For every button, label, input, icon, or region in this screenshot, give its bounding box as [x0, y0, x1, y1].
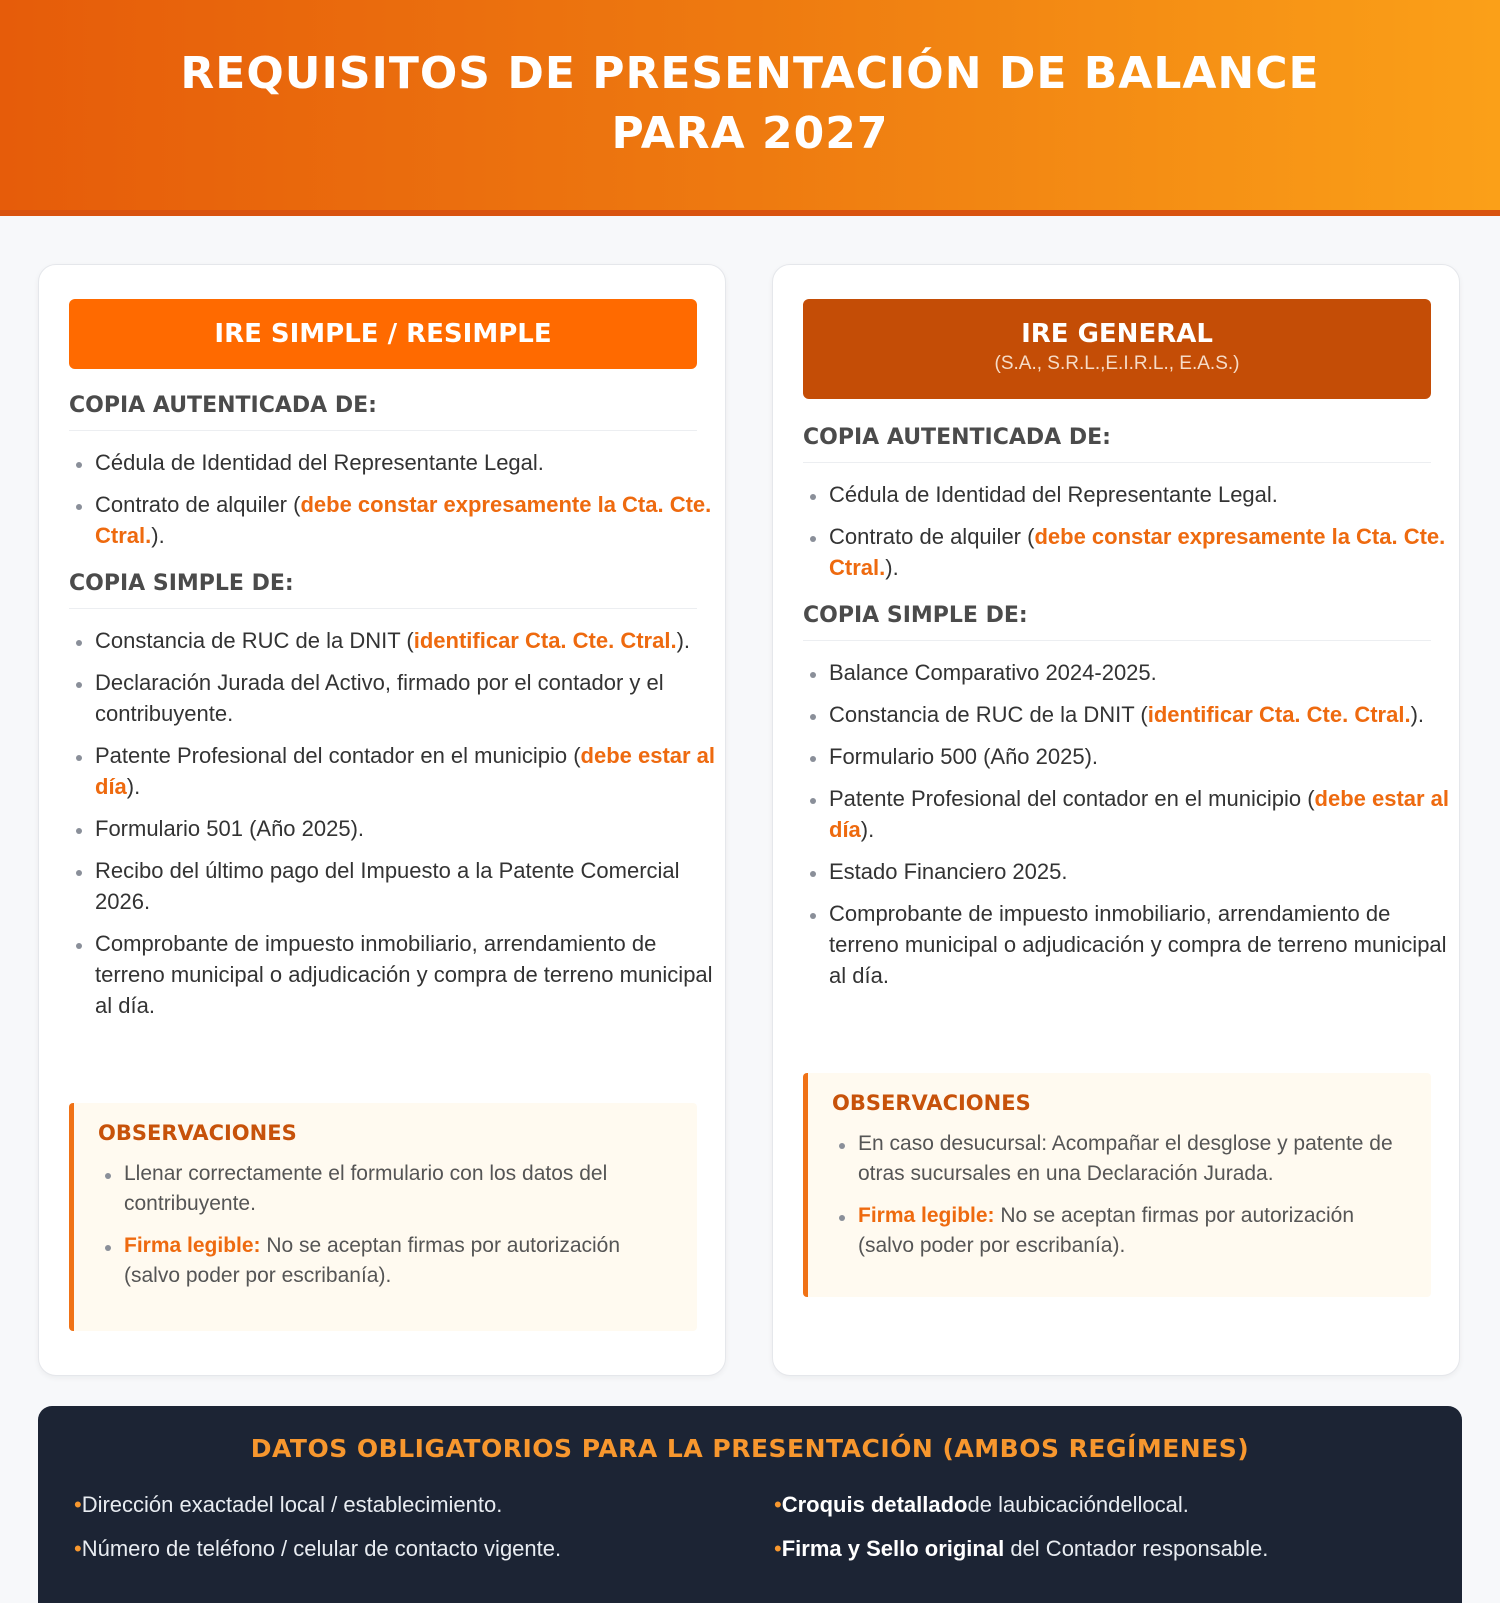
bullet-icon: •: [774, 1536, 782, 1561]
list-item: Cédula de Identidad del Representante Legal.: [69, 447, 719, 478]
list-item: Constancia de RUC de la DNIT (identificar Cta. Cte. Ctral.).: [803, 699, 1453, 730]
ire-general-banner: [803, 299, 1431, 399]
general-copia-simple-title: COPIA SIMPLE DE:: [803, 603, 1431, 641]
footer-item-firma: •Firma y Sello original del Contador responsable.: [774, 1536, 1269, 1561]
list-item: Contrato de alquiler (debe constar expresamente la Cta. Cte. Ctral.).: [803, 521, 1453, 583]
general-copia-list: [803, 657, 1453, 1002]
ire-general-subtitle: (S.A., S.R.L.,E.I.R.L., E.A.S.): [994, 353, 1240, 374]
list-item: Comprobante de impuesto inmobiliario, arrendamiento de terreno municipal o adjudicación y compra de terreno municipal al día.: [69, 928, 719, 1021]
ire-general-card: [772, 264, 1460, 1376]
list-item: Contrato de alquiler (debe constar expresamente la Cta. Cte. Ctral.).: [69, 489, 719, 551]
list-item: Formulario 501 (Año 2025).: [69, 813, 719, 844]
general-obs-title: OBSERVACIONES: [832, 1091, 1031, 1115]
ire-simple-card: [38, 264, 726, 1376]
page-header: [0, 0, 1500, 216]
general-copia-autenticada-title: COPIA AUTENTICADA DE:: [803, 425, 1431, 463]
ire-general-title: IRE GENERAL: [1021, 319, 1213, 349]
simple-observaciones: [69, 1103, 697, 1331]
list-item: Llenar correctamente el formulario con los datos del contribuyente.: [98, 1159, 673, 1219]
footer-item-croquis: •Croquis detalladode laubicacióndellocal.: [774, 1492, 1189, 1517]
simple-autenticada-list: [69, 447, 719, 562]
bullet-icon: •: [74, 1536, 82, 1561]
list-item: Patente Profesional del contador en el municipio (debe estar al día).: [803, 783, 1453, 845]
datos-obligatorios-panel: [38, 1406, 1462, 1603]
simple-copia-simple-title: COPIA SIMPLE DE:: [69, 571, 697, 609]
list-item: Cédula de Identidad del Representante Legal.: [803, 479, 1453, 510]
page-title-line2: PARA 2027: [611, 108, 889, 159]
list-item: Recibo del último pago del Impuesto a la Patente Comercial 2026.: [69, 855, 719, 917]
list-item: Firma legible: No se aceptan firmas por autorización (salvo poder por escribanía).: [98, 1231, 673, 1291]
footer-item-direccion: •Dirección exactadel local / establecimiento.: [74, 1492, 503, 1517]
list-item: En caso desucursal: Acompañar el desglose y patente de otras sucursales en una Declaración Jurada.: [832, 1129, 1407, 1189]
list-item: Declaración Jurada del Activo, firmado por el contador y el contribuyente.: [69, 667, 719, 729]
simple-copia-autenticada-title: COPIA AUTENTICADA DE:: [69, 393, 697, 431]
ire-simple-banner: [69, 299, 697, 369]
simple-copia-list: [69, 625, 719, 1032]
footer-title: DATOS OBLIGATORIOS PARA LA PRESENTACIÓN (AMBOS REGÍMENES): [250, 1434, 1250, 1463]
bullet-icon: •: [74, 1492, 82, 1517]
footer-item-telefono: •Número de teléfono / celular de contacto vigente.: [74, 1536, 562, 1561]
list-item: Comprobante de impuesto inmobiliario, arrendamiento de terreno municipal o adjudicación y compra de terreno municipal al día.: [803, 898, 1453, 991]
list-item: Estado Financiero 2025.: [803, 856, 1453, 887]
simple-obs-title: OBSERVACIONES: [98, 1121, 297, 1145]
list-item: Balance Comparativo 2024-2025.: [803, 657, 1453, 688]
general-observaciones: [803, 1073, 1431, 1297]
page-title: [0, 44, 1500, 164]
list-item: Firma legible: No se aceptan firmas por autorización (salvo poder por escribanía).: [832, 1201, 1407, 1261]
list-item: Constancia de RUC de la DNIT (identificar Cta. Cte. Ctral.).: [69, 625, 719, 656]
bullet-icon: •: [774, 1492, 782, 1517]
list-item: Formulario 500 (Año 2025).: [803, 741, 1453, 772]
general-autenticada-list: [803, 479, 1453, 594]
list-item: Patente Profesional del contador en el municipio (debe estar al día).: [69, 740, 719, 802]
ire-simple-title: IRE SIMPLE / RESIMPLE: [214, 319, 552, 349]
page-title-line1: REQUISITOS DE PRESENTACIÓN DE BALANCE: [180, 48, 1320, 99]
